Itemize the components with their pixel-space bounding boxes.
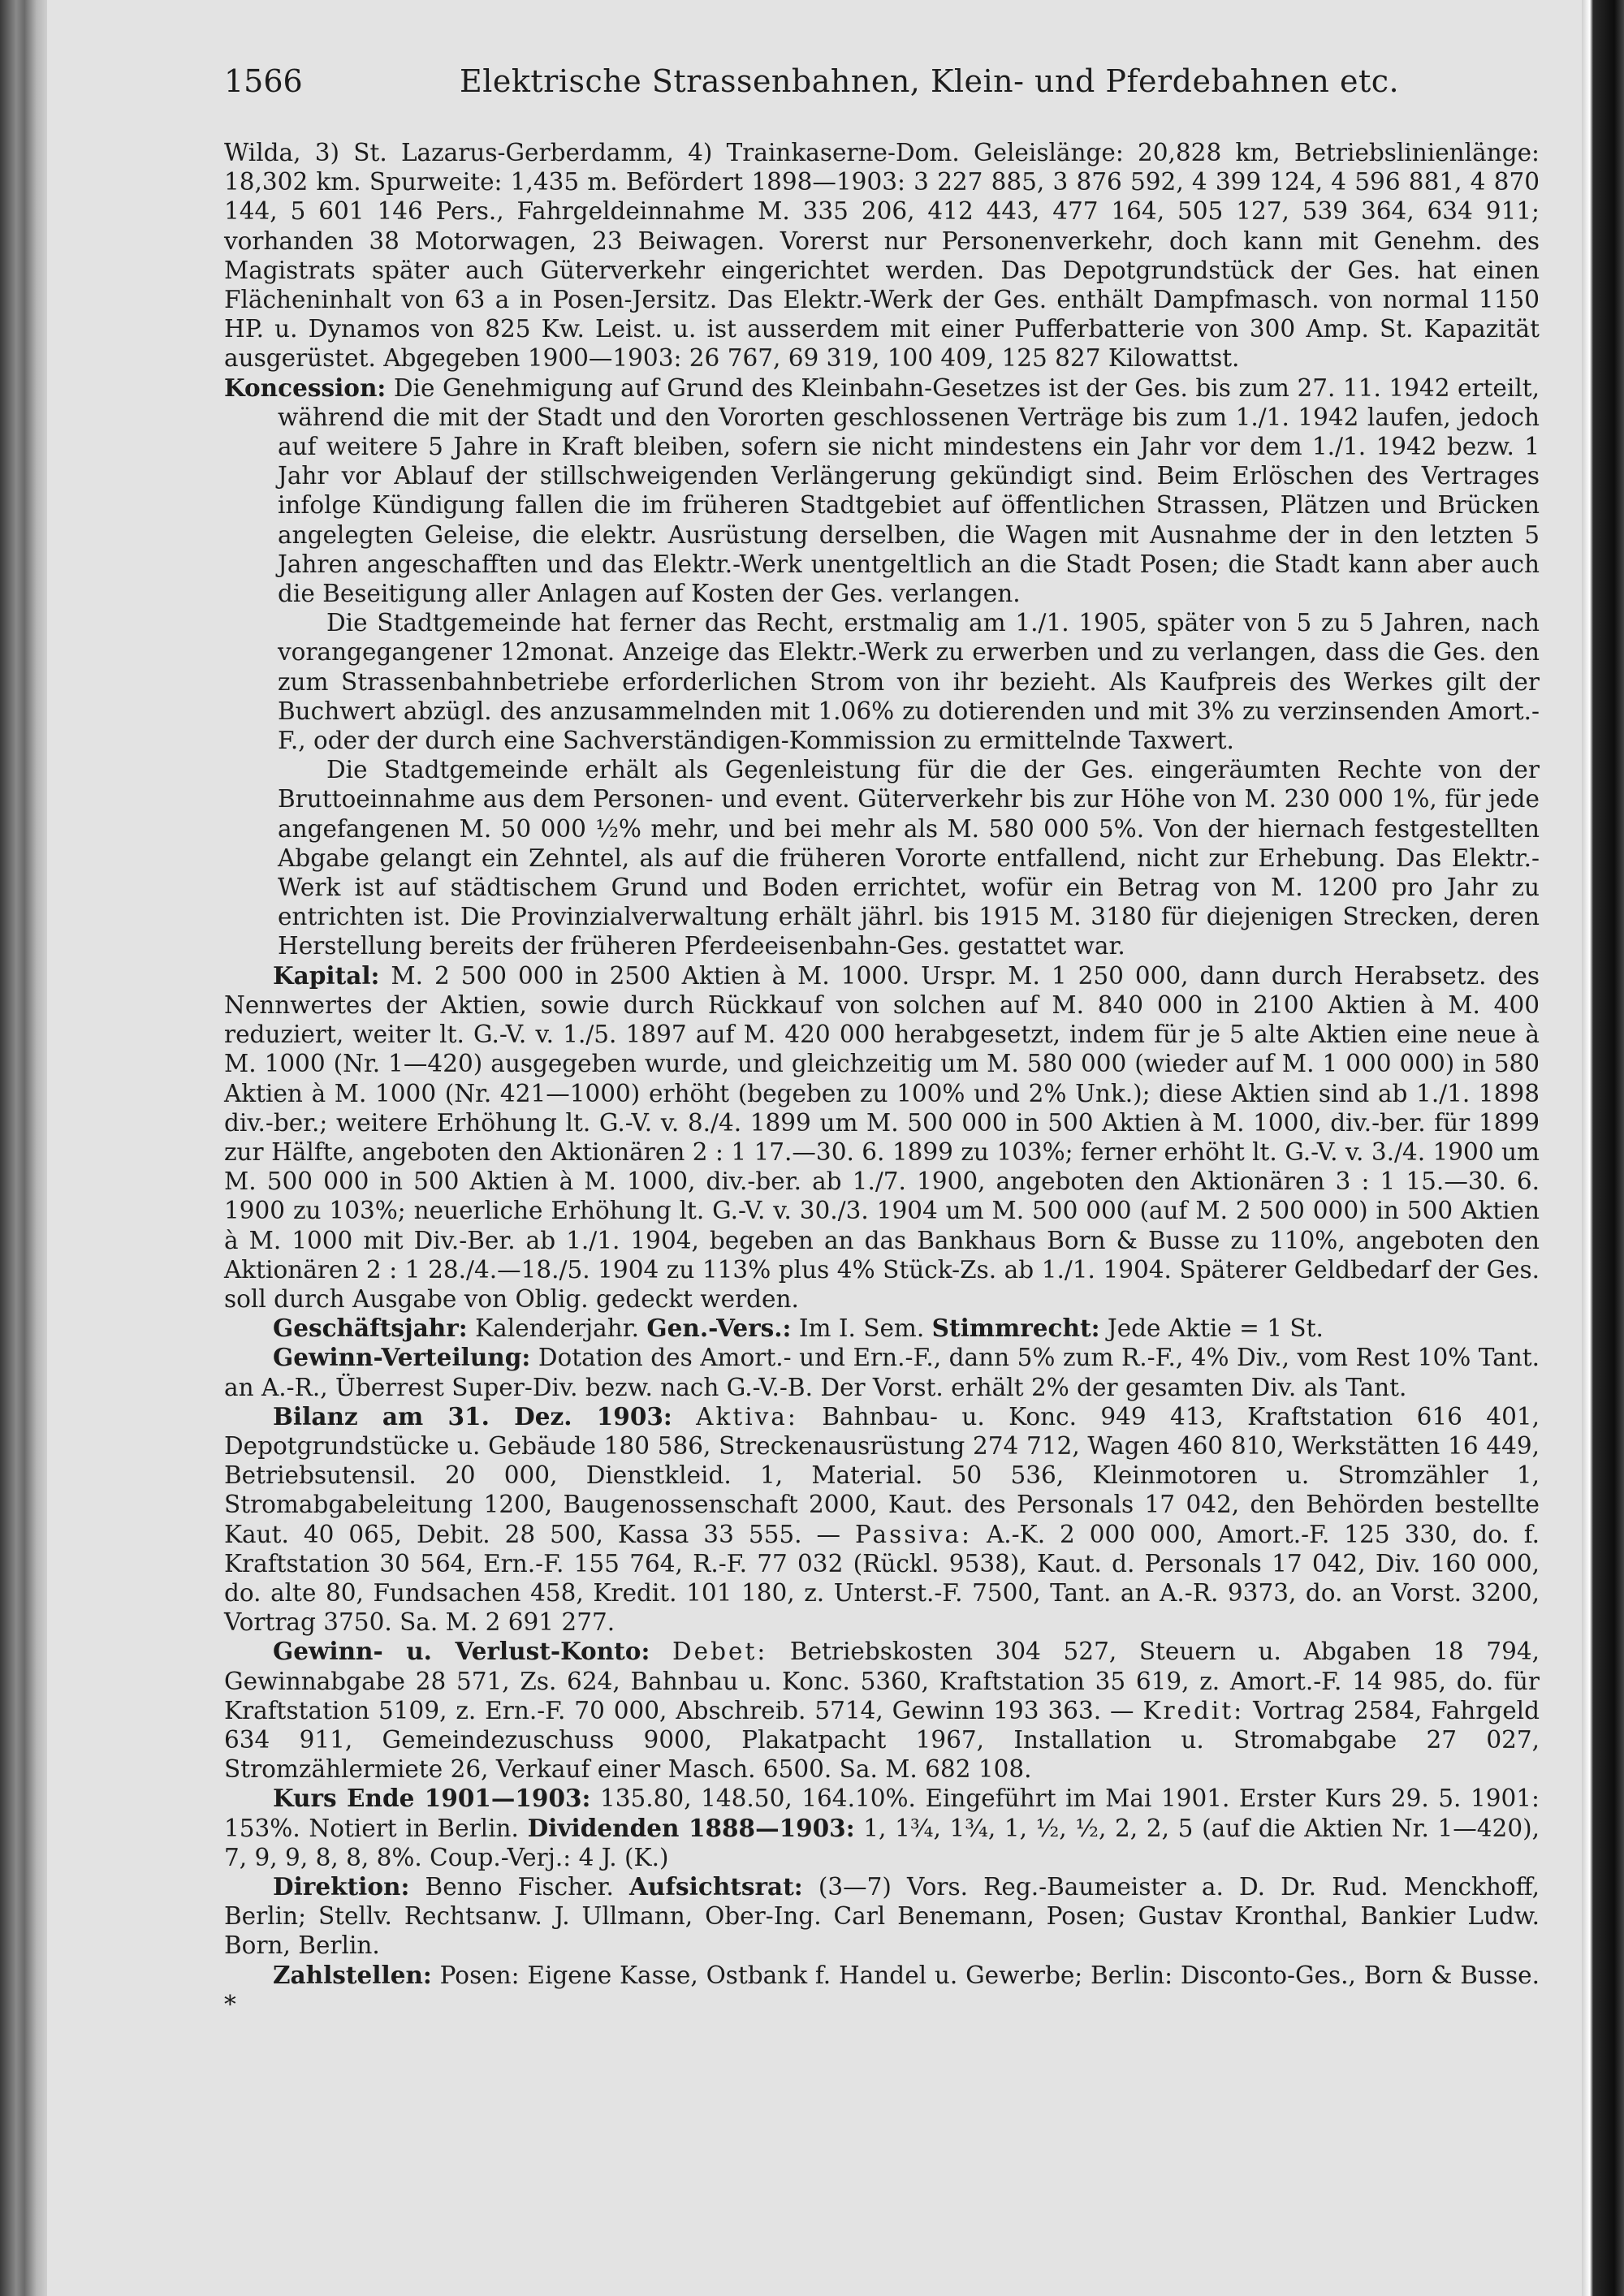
document-body — [224, 138, 1540, 2019]
koncession-section — [224, 373, 1540, 609]
running-title: Elektrische Strassenbahnen, Klein- und Pferdebahnen etc. — [460, 63, 1400, 99]
guv-kredit-label: Kredit: — [1142, 1696, 1245, 1724]
bilanz-aktiva-label: Aktiva: — [696, 1402, 798, 1431]
direktion-section — [224, 1872, 1540, 1961]
gewinn-verteilung-label: Gewinn-Verteilung: — [273, 1343, 531, 1372]
page-edge-shadow — [1582, 0, 1624, 2296]
book-binding-shadow — [0, 0, 47, 2296]
aufsichtsrat-label: Aufsichtsrat: — [629, 1871, 803, 1901]
gewinn-verlust-section — [224, 1637, 1540, 1784]
gewinn-verteilung-text: Dotation des Amort.- und Ern.-F., dann 5% zum R.-F., 4% Div., vom Rest 10% Tant. an A.-R., Überrest Super-Div. bezw. nach G.-V.-B. Der Vorst. erhält 2% der gesamten Div. als Tant. — [224, 1344, 1540, 1401]
koncession-label: Koncession: — [224, 373, 387, 402]
kapital-label: Kapital: — [273, 960, 380, 990]
gewinn-verteilung-section — [224, 1343, 1540, 1401]
bilanz-label: Bilanz am 31. Dez. 1903: — [273, 1401, 672, 1431]
geschaeftsjahr-label: Geschäftsjahr: — [273, 1314, 468, 1343]
direktion-label: Direktion: — [273, 1871, 410, 1901]
footnote-asterisk: * — [224, 1990, 236, 2018]
kapital-section — [224, 961, 1540, 1314]
kurs-section — [224, 1784, 1540, 1872]
geschaeftsjahr-line — [224, 1314, 1540, 1343]
intro-paragraph: Wilda, 3) St. Lazarus-Gerberdamm, 4) Trainkaserne-Dom. Geleislänge: 20,828 km, Betriebslinienlänge: 18,302 km. Spurweite: 1,435 m. Befördert 1898—1903: 3 227 885, 3 876 592, 4 399 124, 4 596 881, 4 870 144, 5 601 146 Pers., Fahrgeldeinnahme M. 335 206, 412 443, 477 164, 505 127, 539 364, 634 911; vorhanden 38 Motorwagen, 23 Beiwagen. Vorerst nur Personenverkehr, doch kann mit Genehm. des Magistrats später auch Güterverkehr eingerichtet werden. Das Depotgrundstück der Ges. hat einen Flächeninhalt von 63 a in Posen-Jersitz. Das Elektr.-Werk der Ges. enthält Dampfmasch. von normal 1150 HP. u. Dynamos von 825 Kw. Leist. u. ist ausserdem mit einer Pufferbatterie von 300 Amp. St. Kapazität ausgerüstet. Abgegeben 1900—1903: 26 767, 69 319, 100 409, 125 827 Kilowattst. — [224, 139, 1540, 373]
guv-debet-label: Debet: — [672, 1638, 768, 1666]
bilanz-aktiva-text: Bahnbau- u. Konc. 949 413, Kraftstation 616 401, Depotgrundstücke u. Gebäude 180 586, Streckenausrüstung 274 712, Wagen 460 810, Werkstätten 16 449, Betriebsutensil. 20 000, Dienstkleid. 1, Material. 50 536, Kleinmotoren u. Stromzähler 1, Stromabgabeleitung 1200, Baugenossenschaft 2000, Kaut. des Personals 17 042, den Behörden bestellte Kaut. 40 065, Debit. 28 500, Kassa 33 555. — — [224, 1402, 1540, 1548]
dividenden-text: 1, 1¾, 1¾, 1, ½, ½, 2, 2, 5 (auf die Aktien Nr. 1—420), 7, 9, 9, 8, 8, 8%. Coup.-Verj.: 4 J. (K.) — [224, 1814, 1540, 1871]
bilanz-passiva-text: A.-K. 2 000 000, Amort.-F. 125 330, do. f. Kraftstation 30 564, Ern.-F. 155 764, R.-F. 77 032 (Rückl. 9538), Kaut. d. Personals 17 042, Div. 160 000, do. alte 80, Fundsachen 458, Kredit. 101 180, z. Unterst.-F. 7500, Tant. an A.-R. 9373, do. an Vorst. 3200, Vortrag 3750. Sa. M. 2 691 277. — [224, 1520, 1540, 1637]
stimmrecht-text: Jede Aktie = 1 St. — [1107, 1314, 1324, 1343]
kapital-text: M. 2 500 000 in 2500 Aktien à M. 1000. Urspr. M. 1 250 000, dann durch Herabsetz. des Nennwertes der Aktien, sowie durch Rückkauf von solchen auf M. 840 000 in 2100 Aktien à M. 400 reduziert, weiter lt. G.-V. v. 1./5. 1897 auf M. 420 000 herabgesetzt, indem für je 5 alte Aktien eine neue à M. 1000 (Nr. 1—420) ausgegeben wurde, und gleichzeitig um M. 580 000 (wieder auf M. 1 000 000) in 580 Aktien à M. 1000 (Nr. 421—1000) erhöht (begeben zu 100% und 2% Unk.); diese Aktien sind ab 1./1. 1898 div.-ber.; weitere Erhöhung lt. G.-V. v. 8./4. 1899 um M. 500 000 in 500 Aktien à M. 1000, div.-ber. für 1899 zur Hälfte, angeboten den Aktionären 2 : 1 17.—30. 6. 1899 zu 103%; ferner erhöht lt. G.-V. v. 3./4. 1900 um M. 500 000 in 500 Aktien à M. 1000, div.-ber. ab 1./7. 1900, angeboten den Aktionären 3 : 1 15.—30. 6. 1900 zu 103%; neuerliche Erhöhung lt. G.-V. v. 30./3. 1904 um M. 500 000 (auf M. 2 500 000) in 500 Aktien à M. 1000 mit Div.-Ber. ab 1./1. 1904, begeben an das Bankhaus Born & Busse zu 110%, angeboten den Aktionären 2 : 1 28./4.—18./5. 1904 zu 113% plus 4% Stück-Zs. ab 1./1. 1904. Späterer Geldbedarf der Ges. soll durch Ausgabe von Oblig. gedeckt werden. — [224, 961, 1540, 1313]
koncession-paragraph-3: Die Stadtgemeinde erhält als Gegenleistung für die der Ges. eingeräumten Rechte von der Bruttoeinnahme aus dem Personen- und event. Güterverkehr bis zur Höhe von M. 230 000 1%, für jede angefangenen M. 50 000 ½% mehr, und bei mehr als M. 580 000 5%. Von der hiernach festgestellten Abgabe gelangt ein Zehntel, als auf die früheren Vororte entfallend, nicht zur Erhebung. Das Elektr.-Werk ist auf städtischem Grund und Boden errichtet, wofür ein Betrag von M. 1200 pro Jahr zu entrichten ist. Die Provinzialverwaltung erhält jährl. bis 1915 M. 3180 für diejenigen Strecken, deren Herstellung bereits der früheren Pferdeeisenbahn-Ges. gestattet war. — [278, 756, 1540, 960]
zahlstellen-section — [224, 1961, 1540, 2019]
kurs-label: Kurs Ende 1901—1903: — [273, 1784, 591, 1813]
koncession-text-1: Die Genehmigung auf Grund des Kleinbahn-Gesetzes ist der Ges. bis zum 27. 11. 1942 erteilt, während die mit der Stadt und den Vororten geschlossenen Verträge bis zum 1./1. 1942 laufen, jedoch auf weitere 5 Jahre in Kraft bleiben, sofern sie nicht mindestens ein Jahr vor dem 1./1. 1942 bezw. 1 Jahr vor Ablauf der stillschweigenden Verlängerung gekündigt sind. Beim Erlöschen des Vertrages infolge Kündigung fallen die im früheren Stadtgebiet auf öffentlichen Strassen, Plätzen und Brücken angelegten Geleise, die elektr. Ausrüstung derselben, die Wagen mit Ausnahme der in den letzten 5 Jahren angeschafften und das Elektr.-Werk unentgeltlich an die Stadt Posen; die Stadt kann aber auch die Beseitigung aller Anlagen auf Kosten der Ges. verlangen. — [278, 373, 1540, 608]
koncession-paragraph-2: Die Stadtgemeinde hat ferner das Recht, erstmalig am 1./1. 1905, später von 5 zu 5 Jahren, nach vorangegangener 12monat. Anzeige das Elektr.-Werk zu erwerben und zu verlangen, dass die Ges. den zum Strassenbahnbetriebe erforderlichen Strom von ihr bezieht. Als Kaufpreis des Werkes gilt der Buchwert abzügl. des anzusammelnden mit 1.06% zu dotierenden und mit 3% zu verzinsenden Amort.-F., oder der durch eine Sachverständigen-Kommission zu ermittelnde Taxwert. — [278, 609, 1540, 755]
geschaeftsjahr-text: Kalenderjahr. — [475, 1314, 640, 1343]
stimmrecht-label: Stimmrecht: — [931, 1314, 1100, 1343]
page-header — [224, 63, 1540, 104]
bilanz-passiva-label: Passiva: — [854, 1520, 973, 1548]
genvers-label: Gen.-Vers.: — [646, 1314, 792, 1343]
zahlstellen-label: Zahlstellen: — [273, 1960, 432, 1989]
genvers-text: Im I. Sem. — [798, 1314, 925, 1343]
page-number: 1566 — [224, 63, 303, 99]
kurs-text: 135.80, 148.50, 164.10%. Eingeführt im Mai 1901. Erster Kurs 29. 5. 1901: 153%. Notiert in Berlin. — [224, 1785, 1540, 1842]
guv-kredit-text: Vortrag 2584, Fahrgeld 634 911, Gemeindezuschuss 9000, Plakatpacht 1967, Installation u. Stromabgabe 27 027, Stromzählermiete 26, Verkauf einer Masch. 6500. Sa. M. 682 108. — [224, 1696, 1540, 1784]
gewinn-verlust-label: Gewinn- u. Verlust-Konto: — [273, 1637, 650, 1666]
bilanz-section — [224, 1402, 1540, 1638]
zahlstellen-text: Posen: Eigene Kasse, Ostbank f. Handel u. Gewerbe; Berlin: Disconto-Ges., Born & Busse. — [439, 1961, 1540, 1989]
dividenden-label: Dividenden 1888—1903: — [527, 1813, 855, 1842]
aufsichtsrat-text: (3—7) Vors. Reg.-Baumeister a. D. Dr. Rud. Menckhoff, Berlin; Stellv. Rechtsanw. J. Ullmann, Ober-Ing. Carl Benemann, Posen; Gustav Kronthal, Bankier Ludw. Born, Berlin. — [224, 1872, 1540, 1960]
guv-debet-text: Betriebskosten 304 527, Steuern u. Abgaben 18 794, Gewinnabgabe 28 571, Zs. 624, Bahnbau u. Konc. 5360, Kraftstation 35 619, z. Amort.-F. 14 985, do. für Kraftstation 5109, z. Ern.-F. 70 000, Abschreib. 5714, Gewinn 193 363. — — [224, 1638, 1540, 1724]
direktion-text: Benno Fischer. — [425, 1872, 614, 1901]
